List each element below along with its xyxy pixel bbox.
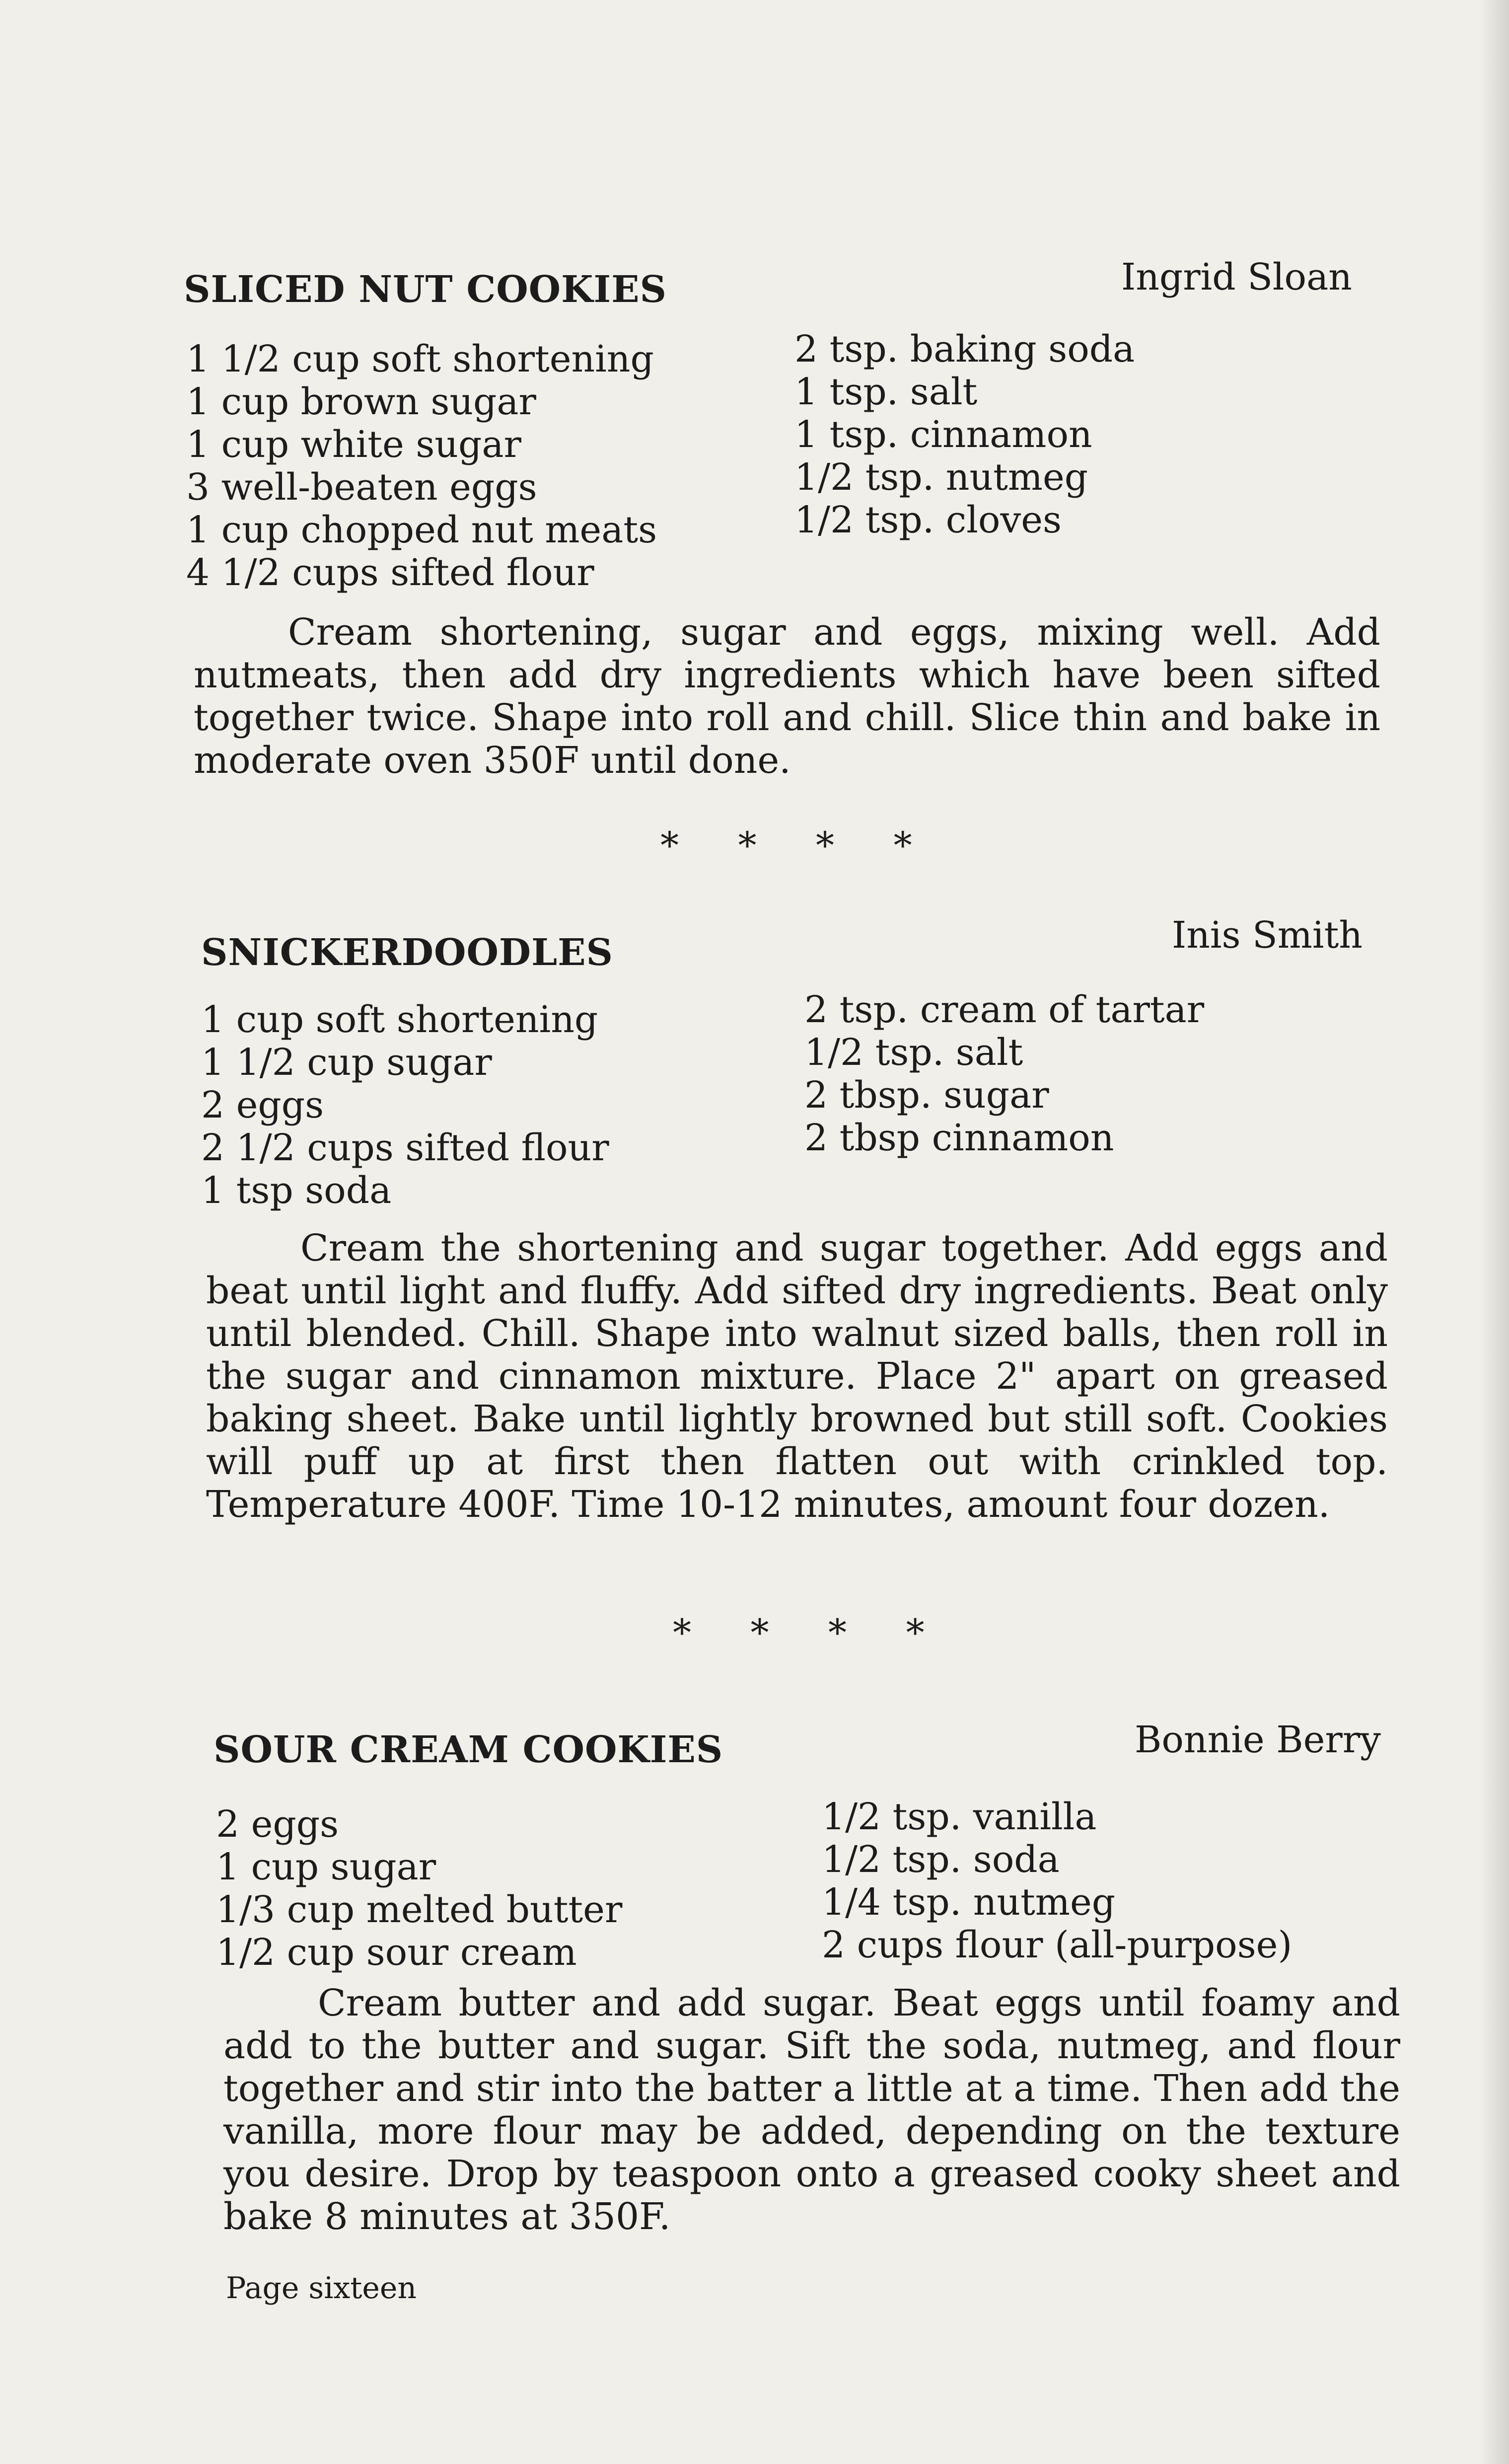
separator: * * * * (673, 1612, 948, 1654)
ingredient: 1 cup chopped nut meats (186, 509, 657, 551)
ingredient: 1/2 tsp. nutmeg (794, 456, 1088, 499)
ingredient: 1/2 tsp. cloves (794, 499, 1062, 541)
ingredient: 1/2 tsp. salt (804, 1031, 1023, 1074)
ingredient: 2 eggs (201, 1084, 324, 1126)
ingredient: 2 tsp. cream of tartar (804, 988, 1205, 1031)
recipe-directions: Cream butter and add sugar. Beat eggs until foamy and add to the butter and sugar. Sift the soda, nutmeg, and flour together and stir into the batter a little at a time. Then add the vanilla, more flour may be added, depending on the texture you desire. Drop by teaspoon onto a greased cooky sheet and bake 8 minutes at 350F. (223, 1982, 1400, 2238)
recipe-title: SNICKERDOODLES (201, 931, 613, 974)
ingredient: 1/2 tsp. vanilla (822, 1795, 1097, 1838)
ingredient: 1 1/2 cup sugar (201, 1041, 492, 1084)
ingredient: 1 cup soft shortening (201, 998, 598, 1041)
recipe-title: SLICED NUT COOKIES (184, 268, 667, 311)
separator: * * * * (660, 824, 936, 867)
ingredient: 1 tsp. cinnamon (794, 413, 1092, 456)
ingredients-left (186, 338, 657, 594)
ingredient: 1/4 tsp. nutmeg (822, 1881, 1116, 1924)
page-footer: Page sixteen (226, 2271, 417, 2306)
ingredient: 1 tsp. salt (794, 371, 978, 413)
page-gutter-shadow (1479, 0, 1509, 2464)
recipe-author: Ingrid Sloan (1121, 256, 1352, 299)
ingredient: 1 cup sugar (216, 1846, 436, 1888)
ingredient: 1/2 tsp. soda (822, 1838, 1060, 1881)
ingredient: 1 cup white sugar (186, 423, 521, 466)
ingredients-right (804, 988, 1204, 1159)
ingredients-left (201, 998, 609, 1212)
ingredient: 1 1/2 cup soft shortening (186, 338, 654, 380)
recipe-author: Bonnie Berry (1135, 1718, 1381, 1761)
ingredient: 2 1/2 cups sifted flour (201, 1126, 609, 1169)
ingredient: 2 tsp. baking soda (794, 328, 1135, 371)
ingredient: 2 eggs (216, 1803, 339, 1846)
ingredient: 2 tbsp cinnamon (804, 1117, 1114, 1159)
ingredient: 1 cup brown sugar (186, 380, 536, 423)
ingredient: 2 cups flour (all-purpose) (822, 1924, 1293, 1966)
ingredient: 4 1/2 cups sifted flour (186, 551, 594, 594)
ingredient: 1/3 cup melted butter (216, 1888, 623, 1931)
ingredients-right (794, 328, 1135, 541)
recipe-author: Inis Smith (1172, 914, 1363, 957)
ingredients-left (216, 1803, 622, 1974)
recipe-title: SOUR CREAM COOKIES (214, 1728, 723, 1771)
recipe-directions: Cream shortening, sugar and eggs, mixing well. Add nutmeats, then add dry ingredients which have been sifted together twice. Shape into roll and chill. Slice thin and bake in moderate oven 350F until done. (194, 611, 1380, 782)
ingredient: 1/2 cup sour cream (216, 1931, 577, 1974)
ingredient: 1 tsp soda (201, 1169, 392, 1212)
recipe-directions: Cream the shortening and sugar together. Add eggs and beat until light and fluffy. Add sifted dry ingredients. Beat only until blended. Chill. Shape into walnut sized balls, then roll in the sugar and cinnamon mixture. Place 2" apart on greased baking sheet. Bake until lightly browned but still soft. Cookies will puff up at first then flatten out with crinkled top. Temperature 400F. Time 10-12 minutes, amount four dozen. (206, 1227, 1388, 1526)
ingredient: 2 tbsp. sugar (804, 1074, 1049, 1117)
ingredients-right (822, 1795, 1292, 1966)
ingredient: 3 well-beaten eggs (186, 466, 537, 509)
